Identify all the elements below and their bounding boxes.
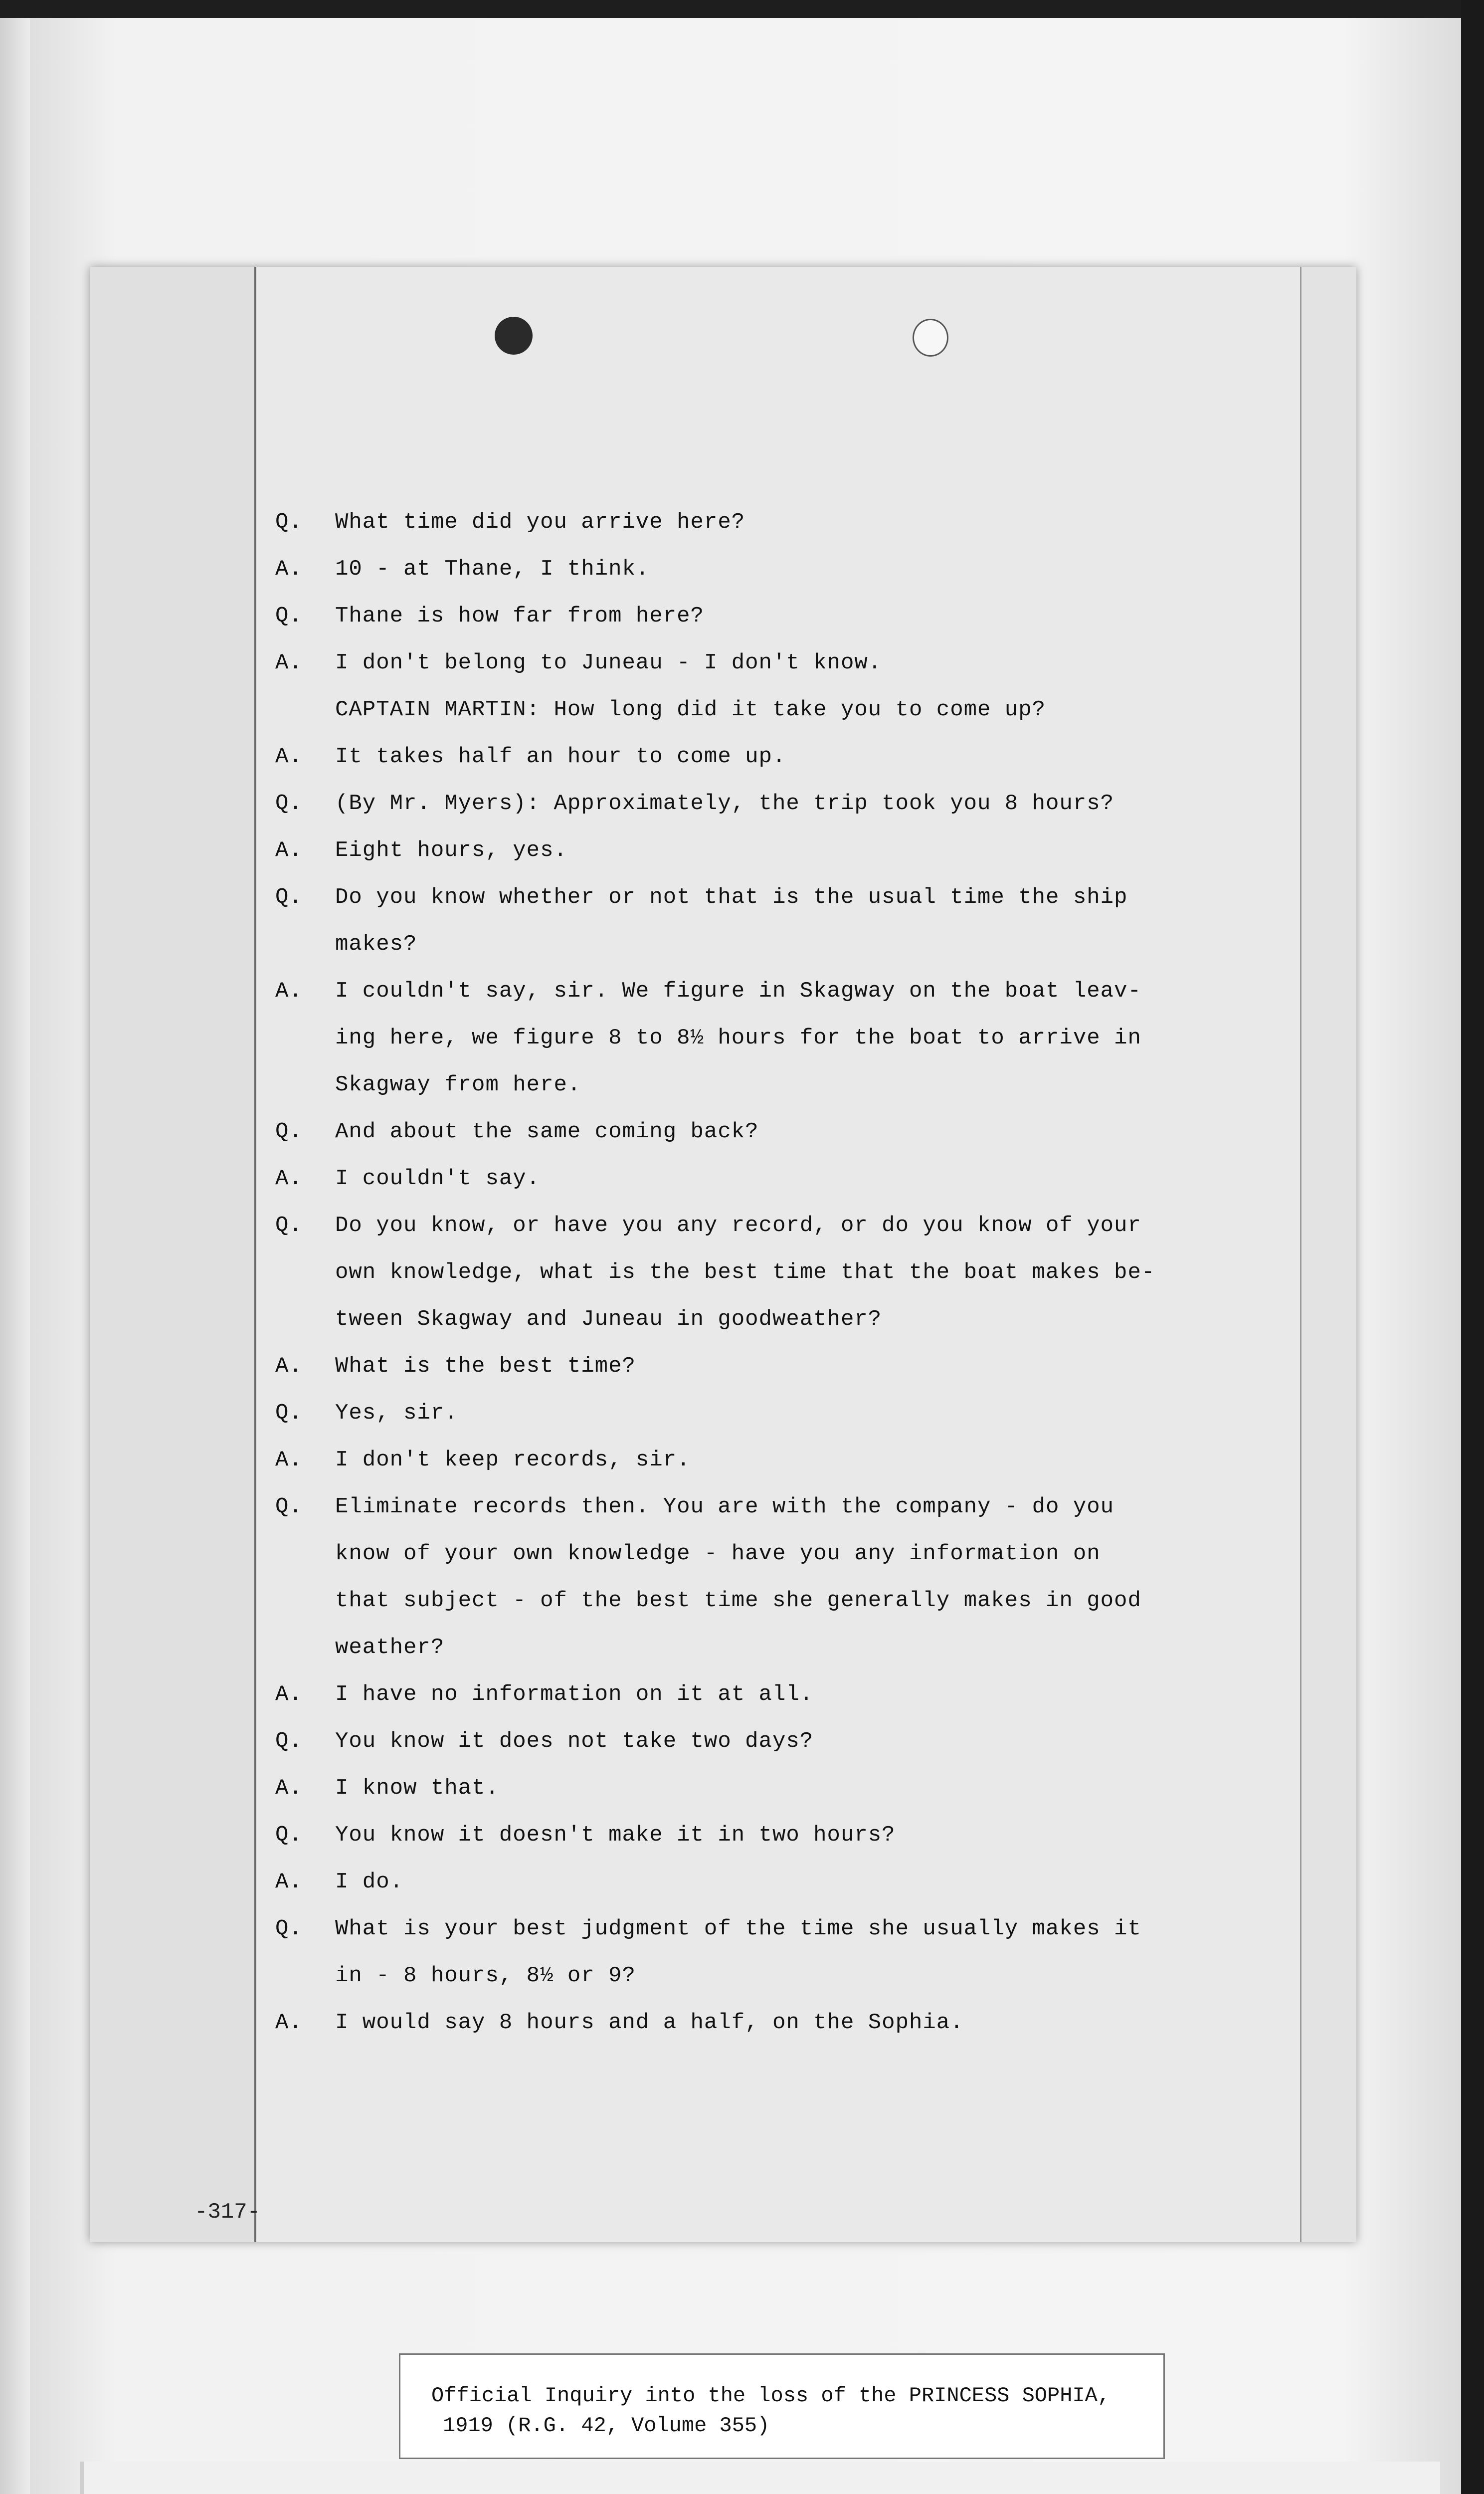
punch-hole-dark [495, 317, 533, 355]
speaker-label: A. [275, 744, 303, 769]
transcript-line [275, 1343, 1298, 1390]
transcript-line [275, 1155, 1298, 1202]
scan-top-edge [0, 0, 1484, 18]
speaker-label: Q. [275, 604, 303, 628]
line-text: And about the same coming back? [335, 1119, 759, 1144]
line-text: I don't keep records, sir. [335, 1448, 691, 1472]
speaker-label: Q. [275, 1213, 303, 1238]
transcript-line [275, 1483, 1298, 1530]
line-text: Eliminate records then. You are with the company - do you [335, 1494, 1114, 1519]
transcript-line [275, 1718, 1298, 1765]
line-text: I do. [335, 1870, 404, 1894]
speaker-label: A. [275, 557, 303, 582]
speaker-label: A. [275, 1354, 303, 1379]
transcript-line [275, 921, 1298, 968]
page-number: -317- [194, 2200, 261, 2225]
transcript-line [275, 1624, 1298, 1671]
transcript-line [275, 499, 1298, 546]
speaker-label: A. [275, 1166, 303, 1191]
transcript-line [275, 1905, 1298, 1952]
speaker-label: A. [275, 979, 303, 1004]
line-text: 10 - at Thane, I think. [335, 557, 650, 582]
line-text: I don't belong to Juneau - I don't know. [335, 650, 882, 675]
speaker-label: Q. [275, 1823, 303, 1848]
line-text: Do you know whether or not that is the usual time the ship [335, 885, 1128, 910]
transcript-line [275, 686, 1298, 733]
line-text: You know it does not take two days? [335, 1729, 814, 1754]
transcript-line [275, 827, 1298, 874]
transcript-line [275, 1859, 1298, 1905]
speaker-label: Q. [275, 791, 303, 816]
transcript-line [275, 1390, 1298, 1437]
transcript-line [275, 874, 1298, 921]
line-text: It takes half an hour to come up. [335, 744, 786, 769]
speaker-label: Q. [275, 1119, 303, 1144]
transcript-page [90, 267, 1356, 2242]
line-text: Eight hours, yes. [335, 838, 567, 863]
speaker-label: A. [275, 1448, 303, 1472]
transcript-line [275, 1671, 1298, 1718]
line-text: tween Skagway and Juneau in goodweather? [335, 1307, 882, 1332]
line-text: Skagway from here. [335, 1072, 581, 1097]
transcript-line [275, 1812, 1298, 1859]
speaker-label: A. [275, 1776, 303, 1801]
transcript-line [275, 1296, 1298, 1343]
speaker-label: Q. [275, 1494, 303, 1519]
page-right-margin [1300, 267, 1356, 2242]
speaker-label: Q. [275, 1401, 303, 1426]
line-text: own knowledge, what is the best time that the boat makes be- [335, 1260, 1155, 1285]
caption-card [399, 2353, 1165, 2459]
transcript-line [275, 733, 1298, 780]
line-text: Do you know, or have you any record, or do you know of your [335, 1213, 1141, 1238]
transcript-line [275, 1202, 1298, 1249]
caption-line-1: Official Inquiry into the loss of the PRINCESS SOPHIA, [431, 2384, 1111, 2408]
line-text: that subject - of the best time she generally makes in good [335, 1588, 1141, 1613]
transcript-line [275, 1437, 1298, 1483]
line-text: I know that. [335, 1776, 499, 1801]
line-text: I would say 8 hours and a half, on the Sophia. [335, 2010, 964, 2035]
line-text: Yes, sir. [335, 1401, 458, 1426]
line-text: know of your own knowledge - have you any information on [335, 1541, 1101, 1566]
transcript-line [275, 968, 1298, 1015]
speaker-label: Q. [275, 1916, 303, 1941]
speaker-label: Q. [275, 885, 303, 910]
line-text: I couldn't say. [335, 1166, 541, 1191]
line-text: I couldn't say, sir. We figure in Skagway on the boat leav- [335, 979, 1141, 1004]
archive-stamp-card [80, 2462, 1440, 2494]
line-text: ing here, we figure 8 to 8½ hours for the boat to arrive in [335, 1026, 1141, 1050]
speaker-label: A. [275, 838, 303, 863]
line-text: Thane is how far from here? [335, 604, 704, 628]
scan-left-strip [0, 18, 30, 2494]
speaker-label: Q. [275, 1729, 303, 1754]
line-text: in - 8 hours, 8½ or 9? [335, 1963, 636, 1988]
transcript-line [275, 1015, 1298, 1061]
line-text: What time did you arrive here? [335, 510, 745, 535]
transcript-line [275, 1108, 1298, 1155]
transcript-line [275, 780, 1298, 827]
transcript-line [275, 1530, 1298, 1577]
transcript-line [275, 639, 1298, 686]
speaker-label: A. [275, 1682, 303, 1707]
transcript-line [275, 546, 1298, 593]
line-text: (By Mr. Myers): Approximately, the trip took you 8 hours? [335, 791, 1114, 816]
line-text: What is your best judgment of the time she usually makes it [335, 1916, 1141, 1941]
speaker-label: A. [275, 2010, 303, 2035]
punch-hole-light [913, 319, 948, 357]
transcript-line [275, 1249, 1298, 1296]
caption-line-2: 1919 (R.G. 42, Volume 355) [443, 2414, 770, 2438]
scan-right-edge [1461, 0, 1484, 2494]
transcript-line [275, 1765, 1298, 1812]
speaker-label: Q. [275, 510, 303, 535]
line-text: I have no information on it at all. [335, 1682, 814, 1707]
page-left-margin [90, 267, 256, 2242]
speaker-label: A. [275, 650, 303, 675]
line-text: What is the best time? [335, 1354, 636, 1379]
transcript-body [275, 499, 1298, 2046]
transcript-line [275, 1952, 1298, 1999]
transcript-line [275, 1999, 1298, 2046]
speaker-label: A. [275, 1870, 303, 1894]
line-text: CAPTAIN MARTIN: How long did it take you to come up? [335, 697, 1046, 722]
transcript-line [275, 1061, 1298, 1108]
transcript-line [275, 1577, 1298, 1624]
line-text: weather? [335, 1635, 445, 1660]
line-text: makes? [335, 932, 417, 957]
line-text: You know it doesn't make it in two hours? [335, 1823, 896, 1848]
transcript-line [275, 593, 1298, 639]
